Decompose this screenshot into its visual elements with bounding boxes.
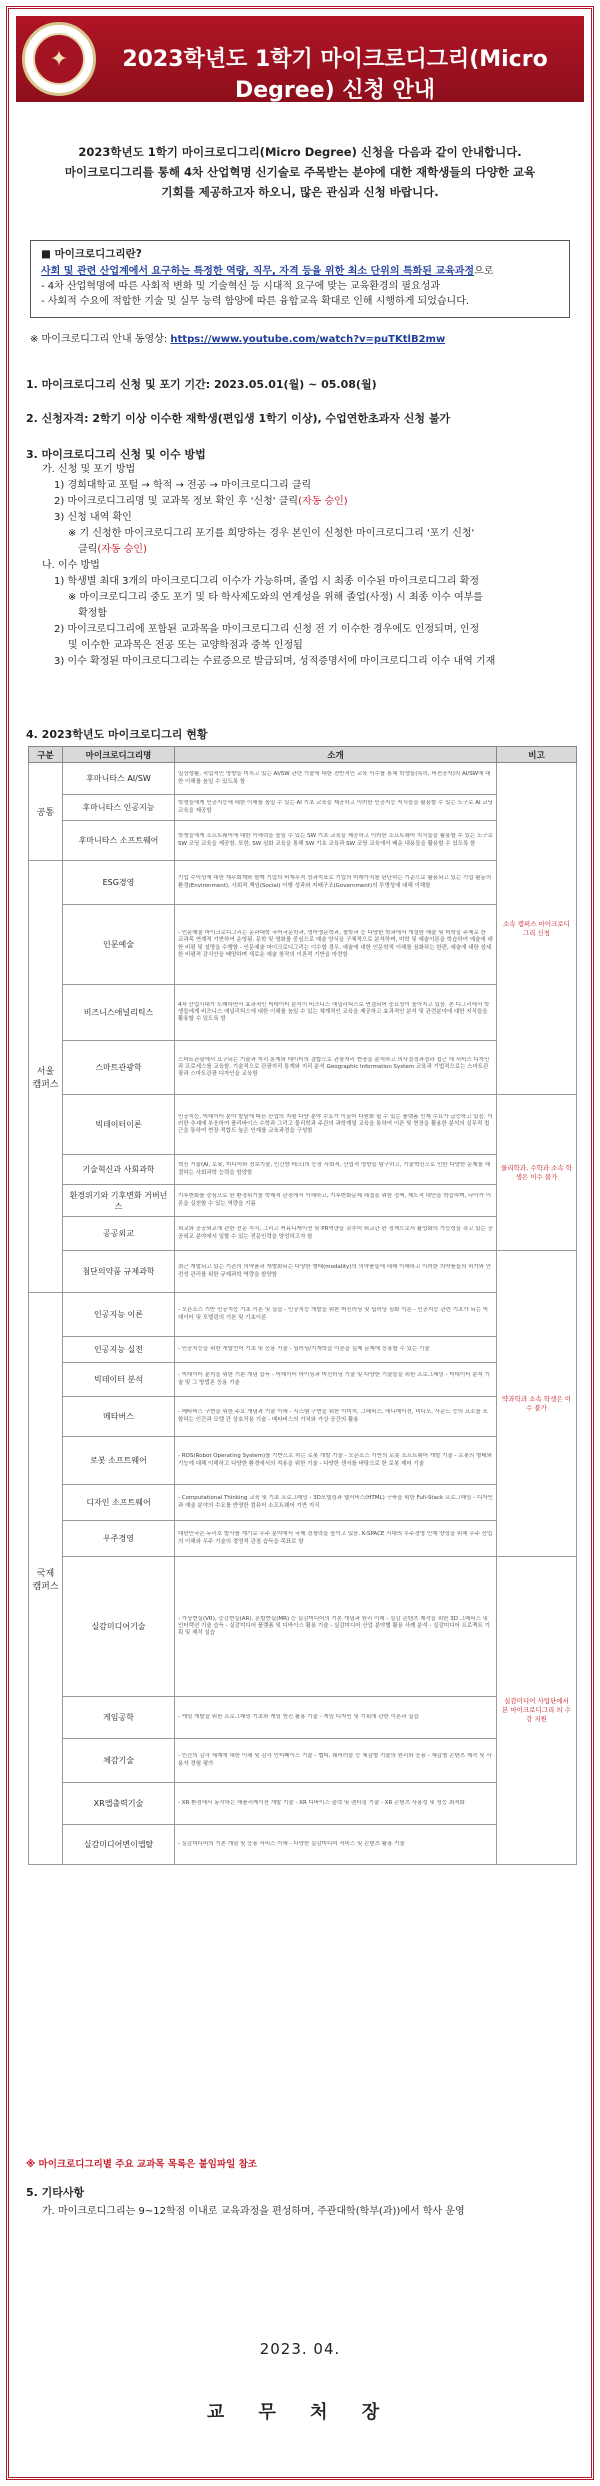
method-note: ※ 기 신청한 마이크로디그리 포기를 희망하는 경우 본인이 신청한 마이크로디그리 '포기 신청' — [68, 528, 475, 539]
table-row — [29, 1697, 577, 1739]
description-text: 기업 수익성에 대한 재무회계와 함께 기업의 비재무적 성과지표로 기업의 미래가치를 판단하는 기준으로 활용되고 있는 기업 활동의 환경(Environment), 사회적 책임(Social) 이행 성과와 지배구조(Government)의 투명성에 대해 이해함 — [178, 875, 492, 889]
description-cell — [175, 861, 497, 905]
completion-step: 2) 마이크로디그리에 포함된 교과목을 마이크로디그리 신청 전 기 이수한 경우에도 인정되며, 인정 — [54, 624, 480, 635]
description-text: 학생들에게 소프트웨어에 대한 이해력을 높일 수 있는 SW 기초 교육을 제공하고 이러한 소프트웨어 지식들을 활용할 수 있는 도구로 SW 코딩 교육을 제공함. 또한, SW 심화 교육을 통해 SW 기초 교육과 SW 코딩 교육에서 배운 내용들을 활용할 수 있도록 함 — [178, 833, 493, 847]
description-text: 최근 개발되고 있는 기존의 의약품과 개별화되는 다양한 형태(modality)의 의약품들에 대해 이해하고 이러한 의약품들의 허가와 안전성 관리를 위한 규제과학 역량을 함양함 — [178, 1264, 492, 1278]
degree-name-cell: 체감기술 — [63, 1739, 175, 1783]
note-cell: 물리학과, 수학과 소속 학생은 이수 불가 — [497, 1095, 577, 1251]
table-row — [29, 1485, 577, 1521]
description-cell — [175, 1363, 497, 1397]
intro-line: 2023학년도 1학기 마이크로디그리(Micro Degree) 신청을 다음과 같이 안내합니다. — [78, 145, 522, 159]
table-row — [29, 1739, 577, 1783]
table-row — [29, 1825, 577, 1865]
page-title: 2023학년도 1학기 마이크로디그리(Micro Degree) 신청 안내 — [122, 47, 548, 103]
degree-name-cell: 환경위기와 기후변화 거버넌스 — [63, 1185, 175, 1217]
program-table — [28, 746, 576, 1865]
method-note-text: 클릭 — [78, 544, 98, 555]
table-body — [29, 763, 577, 1865]
description-text: - 인공지능을 위한 개발언어 기초 및 응용 기술 - 딥러닝/기계학습 이론을 실제 문제에 응용할 수 있는 기술 — [178, 1345, 430, 1352]
note-cell: 실감미디어 사업단에서 본 마이크로디그리 의 수강 지원 — [497, 1557, 577, 1865]
table-row — [29, 795, 577, 821]
description-text: 대한민국은 누리호 발사를 계기로 우주 분야에서 국제 경쟁력을 높이고 있음. K-SPACE 시대의 우주경영 인재 양성을 위해 우주 산업의 이해와 우주 기술의 경영적 관점 습득을 목표로 함 — [178, 1531, 493, 1545]
section-4-title: 4. 2023학년도 마이크로디그리 현황 — [26, 728, 208, 741]
table-row — [29, 861, 577, 905]
definition-text — [41, 264, 559, 279]
description-cell — [175, 1041, 497, 1095]
attachment-note: ※ 마이크로디그리별 주요 교과목 목록은 붙임파일 참조 — [26, 2159, 257, 2170]
definition-suffix: 으로 — [474, 266, 494, 277]
description-cell — [175, 1095, 497, 1155]
table-row — [29, 1557, 577, 1697]
description-cell — [175, 1293, 497, 1337]
description-text: - 인문예술 마이크로디그리는 문과대학 국어국문학과, 영어영문학과, 철학과 등 다양한 학과에서 개설한 예술 및 미학을 주제로 한 교과목 연계적 기반하여 운영됨. 문학 및 영화를 중심으로 예술 양식을 구체적으로 분석하며, 미학 및 예술이론을 학습하여 예술에 대한 비평 및 설명을 수행함 - 인문예술 마이크로디그리는 이수할 경우, 예술에 대한 인문학적 이해를 심화하는 한편, 예술에 대한 섬세한 비평적 감식안을 배양하며 새로운 예술 창작의 이론적 기반을 마련함 — [178, 930, 493, 958]
description-cell — [175, 1557, 497, 1697]
degree-name-cell: 실감미디어변이앱탈 — [63, 1825, 175, 1865]
definition-bullet: - 4차 산업혁명에 따른 사회적 변화 및 기술혁신 등 시대적 요구에 맞는 교육환경의 필요성과 — [41, 281, 441, 292]
description-cell — [175, 1485, 497, 1521]
table-row — [29, 985, 577, 1041]
description-text: 외교와 공공외교에 관한 전문 지식, 그리고 커뮤니케이션 및 PR역량을 갖추어 외교관 완 정책으로서 활성화의 가능성을 갖고 있는 공공외교 분야에서 일할 수 있는 전문인력을 양성하고자 함 — [178, 1226, 493, 1240]
degree-name-cell: 공공외교 — [63, 1217, 175, 1251]
column-header: 구분 — [29, 747, 63, 763]
completion-step: 1) 학생별 최대 3개의 마이크로디그리 이수가 가능하며, 졸업 시 최종 이수된 마이크로디그리 확정 — [54, 576, 480, 587]
header-banner — [16, 16, 584, 102]
university-logo — [22, 22, 96, 96]
signer: 교 무 처 장 — [206, 2402, 394, 2423]
table-row — [29, 1217, 577, 1251]
auto-approve-label: (자동 승인) — [298, 496, 348, 507]
table-row — [29, 905, 577, 985]
note-cell: 소속 캠퍼스 마이크로디그리 신청 — [497, 763, 577, 1095]
definition-title: ■ 마이크로디그리란? — [41, 248, 142, 260]
description-text: - ROS(Robot Operating System)를 기반으로 하는 로봇 개발 기술 - 오픈소스 기반의 로봇 소프트웨어 개발 기술 - 로봇의 형태와 기능에 대해 이해하고 다양한 환경에서의 적용을 위한 기술 - 다양한 센서를 바탕으로 한 로봇 제어 기술 — [178, 1453, 492, 1467]
table-row — [29, 1337, 577, 1363]
degree-name-cell: 게임공학 — [63, 1697, 175, 1739]
table-header-row — [29, 747, 577, 763]
degree-name-cell: 스마트관광학 — [63, 1041, 175, 1095]
degree-name-cell: 기술혁신과 사회과학 — [63, 1155, 175, 1185]
description-text: - 메타버스 구현을 위한 주요 개념과 기술 이해 - 시스템 구현을 위한 이미지, 그래픽스, 애니메이션, 비디오, 사운드 등의 요소를 포함하는 인간과 모델 간 상호작용 기술 - 메타버스의 가치와 가상 공간의 활용 — [178, 1409, 488, 1423]
method-step-text: 2) 마이크로디그리명 및 교과목 정보 확인 후 '신청' 클릭 — [54, 496, 299, 507]
table-row — [29, 1521, 577, 1557]
description-cell — [175, 905, 497, 985]
completion-step: 3) 이수 확정된 마이크로디그리는 수료증으로 발급되며, 성적증명서에 마이크로디그리 이수 내역 기재 — [54, 656, 496, 667]
description-cell — [175, 1783, 497, 1825]
emblem-star-icon: ✦ — [49, 47, 69, 72]
section-3-body — [42, 462, 572, 670]
section-3-title: 3. 마이크로디그리 신청 및 이수 방법 — [26, 448, 206, 461]
description-cell — [175, 985, 497, 1041]
description-cell — [175, 1185, 497, 1217]
description-cell — [175, 1825, 497, 1865]
table-row — [29, 763, 577, 795]
category-cell: 국제 캠퍼스 — [29, 1293, 63, 1865]
description-cell — [175, 1251, 497, 1293]
degree-name-cell: ESG경영 — [63, 861, 175, 905]
definition-highlight: 사회 및 관련 산업계에서 요구하는 특정한 역량, 직무, 자격 등을 위한 최소 단위의 특화된 교육과정 — [41, 266, 475, 277]
description-cell — [175, 1739, 497, 1783]
method-step: 1) 경희대학교 포털 → 학적 → 전공 → 마이크로디그리 클릭 — [54, 480, 312, 491]
description-cell — [175, 1155, 497, 1185]
description-text: - 가상현실(VR), 증강현실(AR), 혼합현실(MR) 등 실감미디어의 기본 개념과 원리 이해 - 실감 콘텐츠 제작을 위한 3D 그래픽스 및 인터랙션 기술 습득 - 실감미디어 플랫폼 및 디바이스 활용 기술 - 실감미디어 산업 분야별 활용 사례 분석 - 실감미디어 프로젝트 기획 및 제작 실습 — [178, 1615, 490, 1637]
description-text: - 게임 개발을 위한 프로그래밍 기초와 게임 엔진 활용 기술 - 게임 디자인 및 기획에 관한 이론과 실습 — [178, 1713, 419, 1720]
document-date: 2023. 04. — [259, 2340, 341, 2358]
intro-text — [40, 142, 560, 202]
video-label: ※ 마이크로디그리 안내 동영상: — [30, 334, 171, 345]
degree-name-cell: 실감미디어기술 — [63, 1557, 175, 1697]
description-text: - XR 환경에서 동작하는 애플리케이션 개발 기술 - XR 디바이스 출력 및 렌더링 기술 - XR 콘텐츠 사용성 및 성능 최적화 — [178, 1799, 465, 1806]
description-text: 일상생활, 직업적인 영향을 미치고 있는 AI/SW 관련 기술에 대한 전반적인 교육 이수를 통해 학생들(특히, 비전공자)의 AI/SW에 대한 이해를 높일 수 있도록 함 — [178, 771, 491, 785]
note-cell: 약과학과 소속 학생은 이수 불가 — [497, 1251, 577, 1557]
degree-name-cell: 후마니타스 소프트웨어 — [63, 821, 175, 861]
auto-approve-label: (자동 승인) — [97, 544, 147, 555]
completion-note: 확정함 — [78, 608, 107, 619]
section-5-item: 가. 마이크로디그리는 9~12학점 이내로 교육과정을 편성하며, 주관대학(학부(과))에서 학사 운영 — [42, 2206, 465, 2217]
table-row — [29, 1251, 577, 1293]
completion-heading: 나. 이수 방법 — [42, 560, 100, 571]
degree-name-cell: XR앱출력기술 — [63, 1783, 175, 1825]
section-1-title: 1. 마이크로디그리 신청 및 포기 기간: 2023.05.01(월) ~ 05.08(월) — [26, 378, 377, 391]
method-heading: 가. 신청 및 포기 방법 — [42, 464, 136, 475]
degree-name-cell: 후마니타스 AI/SW — [63, 763, 175, 795]
column-header: 마이크로디그리명 — [63, 747, 175, 763]
method-note — [42, 542, 572, 558]
description-cell — [175, 795, 497, 821]
intro-line: 기회를 제공하고자 하오니, 많은 관심과 신청 바랍니다. — [161, 185, 439, 199]
video-link[interactable]: https://www.youtube.com/watch?v=puTKtlB2mw — [170, 334, 446, 345]
description-text: 스마트관광에서 요구되는 기술과 지리 통계와 데이터의 결합으로 관광지리 현장을 분석하고 의사결정과정과 접근 에 서비스 디자인과 프로세스를 교육함. 기술적으로 관광지리 통계와 지리 분석 Geographic Information System 교육과 기법적으로는 스마트관광과 스마트관광 디자인을 교육함 — [178, 1056, 490, 1078]
degree-name-cell: 인공지능 이론 — [63, 1293, 175, 1337]
completion-step: 및 이수한 교과목은 전공 또는 교양학점과 중복 인정됨 — [68, 640, 303, 651]
description-cell — [175, 1437, 497, 1485]
degree-name-cell: 인문예술 — [63, 905, 175, 985]
table-row — [29, 1437, 577, 1485]
description-cell — [175, 1217, 497, 1251]
description-text: - 실감미디어의 기본 개념 및 응용 서비스 이해 - 다양한 실감미디어 서비스 및 콘텐츠 활용 기술 — [178, 1840, 405, 1847]
table-row — [29, 1397, 577, 1437]
table-row — [29, 821, 577, 861]
category-cell: 공통 — [29, 763, 63, 861]
section-2-title: 2. 신청자격: 2학기 이상 이수한 재학생(편입생 1학기 이상), 수업연한초과자 신청 불가 — [26, 412, 451, 425]
table-row — [29, 1185, 577, 1217]
description-text: - 인간의 감각 체계에 대한 이해 및 감각 인터페이스 기술 - 햅틱, 웨어러블 등 체감형 기술의 원리와 응용 - 체감형 콘텐츠 제작 및 사용자 경험 평가 — [178, 1753, 492, 1767]
definition-bullet: - 사회적 수요에 적합한 기술 및 실무 능력 함양에 따른 융합교육 확대로 인해 시행하게 되었습니다. — [41, 296, 470, 307]
intro-line: 마이크로디그리를 통해 4차 산업혁명 신기술로 주목받는 분야에 대한 재학생들의 다양한 교육 — [64, 165, 536, 179]
definition-box — [30, 240, 570, 318]
description-cell — [175, 763, 497, 795]
table-row — [29, 1363, 577, 1397]
logo-emblem — [33, 33, 85, 85]
table-row — [29, 1783, 577, 1825]
degree-name-cell: 첨단의약품 규제과학 — [63, 1251, 175, 1293]
degree-name-cell: 후마니타스 인공지능 — [63, 795, 175, 821]
completion-note: ※ 마이크로디그리 중도 포기 및 타 학사제도와의 연계성을 위해 졸업(사정) 시 최종 이수 여부를 — [68, 592, 483, 603]
column-header: 소개 — [175, 747, 497, 763]
description-text: 기후변화를 중심으로 한 환경위기를 학제적 관점에서 이해하고, 기후변화문제 해결을 위한 정책, 제도적 대안을 학습하며, 나아가 이론을 실천할 수 있는 역량을 기름 — [178, 1193, 492, 1207]
degree-name-cell: 우주경영 — [63, 1521, 175, 1557]
description-cell — [175, 1397, 497, 1437]
method-step — [42, 494, 572, 510]
degree-name-cell: 메타버스 — [63, 1397, 175, 1437]
table-row — [29, 1095, 577, 1155]
video-info — [30, 330, 445, 345]
section-5-title: 5. 기타사항 — [26, 2186, 85, 2199]
method-step: 3) 신청 내역 확인 — [54, 512, 132, 523]
description-cell — [175, 1521, 497, 1557]
description-text: 혁신 기술(AI, 로봇, 미디어와 정보기술, 인간향 테크)의 등장 사회적, 산업적 영향을 탐구하고, 기술혁신으로 인한 다양한 문제를 해결하는 사회과학 능력을 함양함 — [178, 1162, 491, 1176]
category-cell: 서울 캠퍼스 — [29, 861, 63, 1293]
description-text: - Computational Thinking 교육 및 기초 프로그래밍 - 3D모델링과 웹서비스(HTML) 구축을 위한 Full-Stack 프로그래밍 - 디자인과 예술 분야의 수요를 반영한 컴퓨터 소프트웨어 기반 지식 — [178, 1495, 493, 1509]
column-header: 비고 — [497, 747, 577, 763]
degree-name-cell: 빅데이터 분석 — [63, 1363, 175, 1397]
degree-name-cell: 비즈니스애널리틱스 — [63, 985, 175, 1041]
degree-name-cell: 디자인 소프트웨어 — [63, 1485, 175, 1521]
degree-name-cell: 인공지능 실전 — [63, 1337, 175, 1363]
description-cell — [175, 821, 497, 861]
degree-name-cell: 빅데이터이론 — [63, 1095, 175, 1155]
description-text: 인공지능, 빅데이터 분야 발달에 따른 산업의 지평 다양 분야 수요가 이끌어 다원화 될 수 있는 플랫폼 인재 수요가 급증하고 있음. 이러한 추세에 부응하여 플리바이스 수학과 그리고 물리학과 주관의 과학계열 교육을 통하여 이론 및 현장을 활용한 분석의 실무적 접근을 통하여 현장 적합도 높은 인재를 교육과정을 구성함 — [178, 1113, 493, 1135]
description-text: - 빅데이터 분석을 위한 기본 개념 습득 - 빅데이터 마이닝과 머신러닝 기술 및 다양한 기술들을 위한 프로그래밍 - 빅데이터 분석 기술 및 그 방법론 응용 기술 — [178, 1372, 490, 1386]
table-row — [29, 1293, 577, 1337]
description-text: 학생들에게 인공지능에 대한 이해를 높일 수 있는 AI 기초 교육을 제공하고 이러한 인공지능 지식들을 활용할 수 있는 도구로 AI 코딩 교육을 제공함 — [178, 800, 493, 814]
degree-name-cell: 로봇 소프트웨어 — [63, 1437, 175, 1485]
description-text: 4차 산업시대가 도래하면서 효과적인 빅데이터 분석이 비즈니스 애널리틱스로 연결되어 중요성이 높아지고 있음. 본 디그리에서 학생들에게 비즈니스 애널리틱스에 대한 이해를 높일 수 있는 체계적인 교육을 제공하고 효과적인 분석 및 관련분야에 대한 지식들을 활용할 수 있도록 함 — [178, 1001, 490, 1023]
description-cell — [175, 1697, 497, 1739]
table-row — [29, 1155, 577, 1185]
description-cell — [175, 1337, 497, 1363]
table-row — [29, 1041, 577, 1095]
description-text: - 오픈소스 기반 인공지능 기초 이론 및 실습 - 인공지능 개발을 위한 머신러닝 및 딥러닝 심화 이론 - 인공지능 관련 기초가 되는 빅데이터 및 모델링의 기본 및 기초이론 — [178, 1307, 489, 1321]
